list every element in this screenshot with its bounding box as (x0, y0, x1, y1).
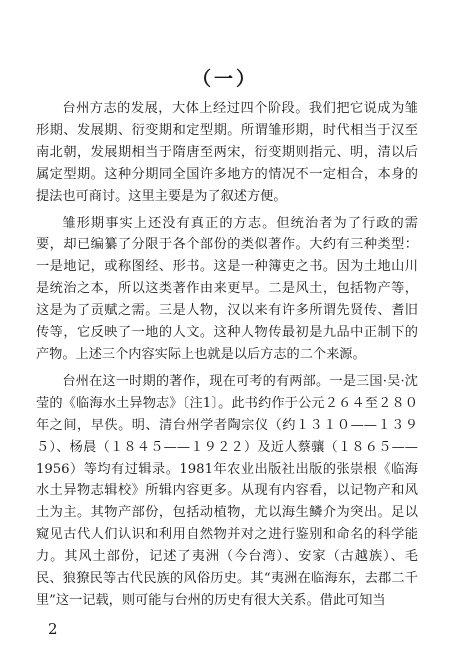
paragraph-1: 台州方志的发展，大体上经过四个阶段。我们把它说成为雏形期、发展期、衍变期和定型期。所谓雏形期，时代相当于汉至南北朝，发展期相当于隋唐至两宋，衍变期则指元、明，清以后属定型期。这种分期同全国许多地方的情况不一定相合，本身的提法也可商讨。这里主要是为了叙述方便。 (36, 101, 418, 204)
body-text (36, 98, 418, 612)
paragraph-3: 台州在这一时期的著作，现在可考的有两部。一是三国·吴·沈莹的《临海水土异物志》〔注1〕。此书约作于公元２６４至２８０年之间，早佚。明、清台州学者陶宗仪（约１３１０——１３９５）、杨晨（１８４５——１９２２）及近人蔡骧（１８６５——1956）等均有过辑录。1981年农业出版社出版的张崇根《临海水土异物志辑校》所辑内容更多。从现有内容看，以记物产和风土为主。其物产部份，包括动植物，尤以海生鳞介为突出。足以窥见古代人们认识和利用自然物并对之进行鉴别和命名的科学能力。其风土部份，记述了夷洲（今台湾）、安家（古越族）、毛民、狼獠民等古代民族的风俗历史。其“夷洲在临海东，去郡二千里”这一记载，则可能与台州的历史有很大关系。借此可知当 (36, 373, 418, 608)
page-number: 2 (48, 620, 58, 638)
paragraph-2: 雏形期事实上还没有真正的方志。但统治者为了行政的需要，却已编纂了分限于各个部份的类似著作。大约有三种类型：一是地记，或称图经、形书。这是一种簿吏之书。因为土地山川是统治之本，所以这类著作由来更早。二是风土，包括物产等，这是为了贡赋之需。三是人物，汉以来有许多所谓先贤传、耆旧传等，它反映了一地的人文。这种人物传最初是九品中正制下的产物。上述三个内容实际上也就是以后方志的二个来源。 (36, 215, 418, 362)
section-heading: （一） (191, 68, 258, 90)
